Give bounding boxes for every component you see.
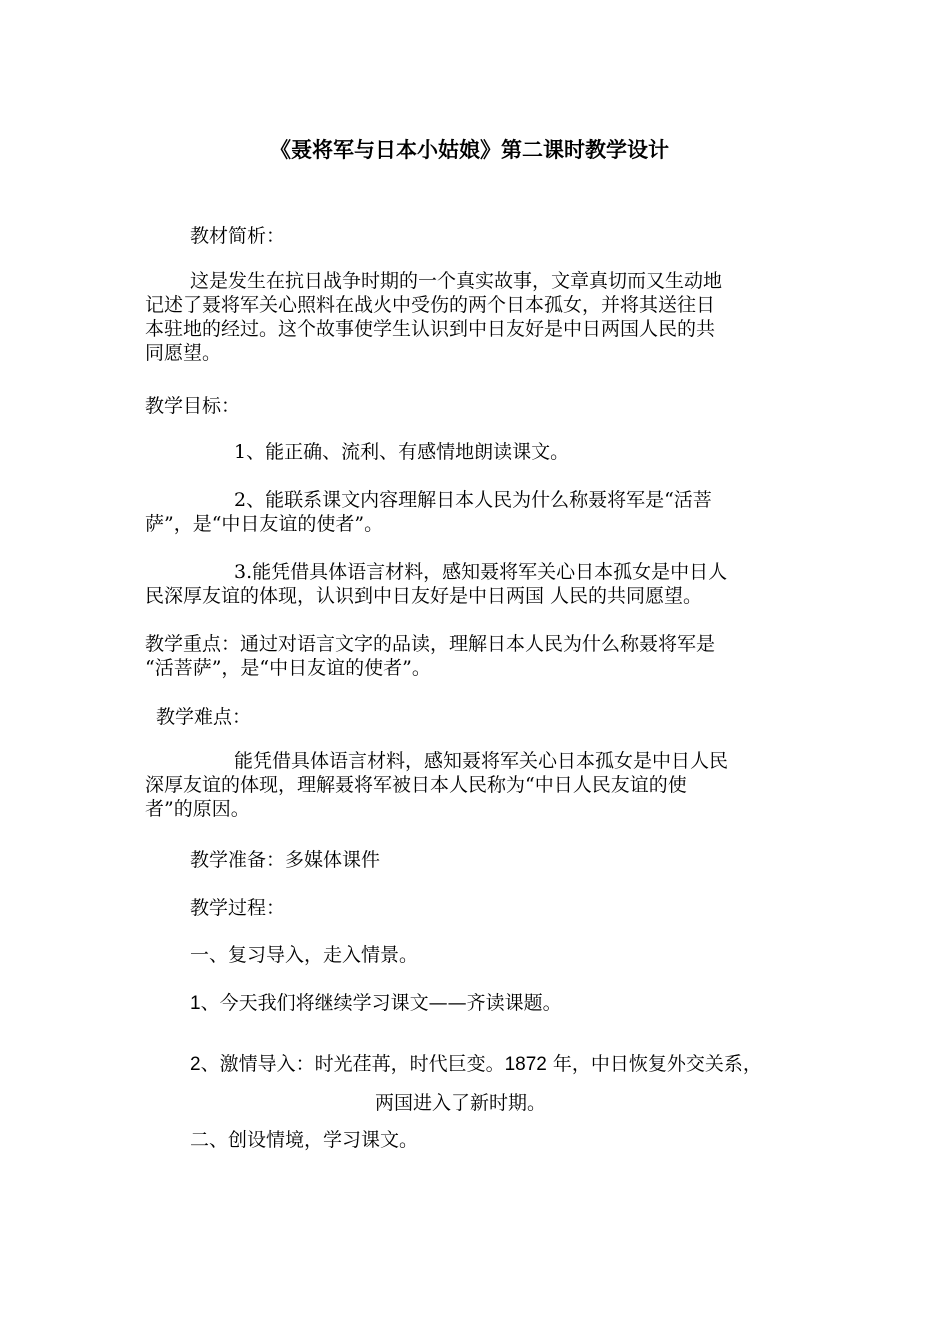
year-number: 1872 xyxy=(504,1054,547,1075)
item-text: 、今天我们将继续学习课文——齐读课题。 xyxy=(200,992,562,1014)
material-heading: 教材简析： xyxy=(190,225,286,247)
document-title: 《聂将军与日本小姑娘》第二课时教学设计 xyxy=(270,138,669,162)
key-point-line: 教学重点：通过对语言文字的品读，理解日本人民为什么称聂将军是 xyxy=(145,633,716,655)
goals-heading: 教学目标： xyxy=(145,395,241,417)
step-2-heading: 二、创设情境，学习课文。 xyxy=(190,1129,419,1151)
material-line: 同愿望。 xyxy=(145,342,222,364)
goal-line: 民深厚友谊的体现，认识到中日友好是中日两国 人民的共同愿望。 xyxy=(145,585,703,607)
item-number: 1 xyxy=(190,993,201,1014)
goal-item-1: 1、能正确、流利、有感情地朗读课文。 xyxy=(234,441,570,463)
key-point xyxy=(145,632,810,680)
step-1-item-2-continuation: 两国进入了新时期。 xyxy=(375,1092,547,1114)
material-line: 本驻地的经过。这个故事使学生认识到中日友好是中日两国人民的共 xyxy=(145,318,716,340)
preparation: 教学准备：多媒体课件 xyxy=(190,849,381,871)
key-point-line: “活菩萨”，是“中日友谊的使者”。 xyxy=(145,657,431,679)
difficulty-line: 者”的原因。 xyxy=(145,798,250,820)
material-line: 记述了聂将军关心照料在战火中受伤的两个日本孤女，并将其送往日 xyxy=(145,294,716,316)
item-text: 年，中日恢复外交关系， xyxy=(546,1053,762,1075)
step-1-item-1 xyxy=(190,991,562,1016)
item-number: 2 xyxy=(190,1054,201,1075)
process-heading: 教学过程： xyxy=(190,897,286,919)
material-line: 这是发生在抗日战争时期的一个真实故事，文章真切而又生动地 xyxy=(190,270,723,292)
goal-line: 3.能凭借具体语言材料，感知聂将军关心日本孤女是中日人 xyxy=(234,561,728,583)
step-1-heading: 一、复习导入，走入情景。 xyxy=(190,944,419,966)
goal-item-2 xyxy=(145,488,810,536)
material-paragraph xyxy=(145,269,810,365)
goal-line: 萨”，是“中日友谊的使者”。 xyxy=(145,513,384,535)
goal-item-3 xyxy=(145,560,810,608)
step-1-item-2 xyxy=(190,1052,762,1077)
difficulty-line: 能凭借具体语言材料，感知聂将军关心日本孤女是中日人民 xyxy=(234,750,729,772)
item-text: 、激情导入：时光荏苒，时代巨变。 xyxy=(200,1053,505,1075)
difficulty-paragraph xyxy=(145,749,810,821)
difficulty-line: 深厚友谊的体现，理解聂将军被日本人民称为“中日人民友谊的使 xyxy=(145,774,687,796)
difficulty-heading: 教学难点： xyxy=(156,706,252,728)
goal-line: 2、能联系课文内容理解日本人民为什么称聂将军是“活菩 xyxy=(234,489,712,511)
